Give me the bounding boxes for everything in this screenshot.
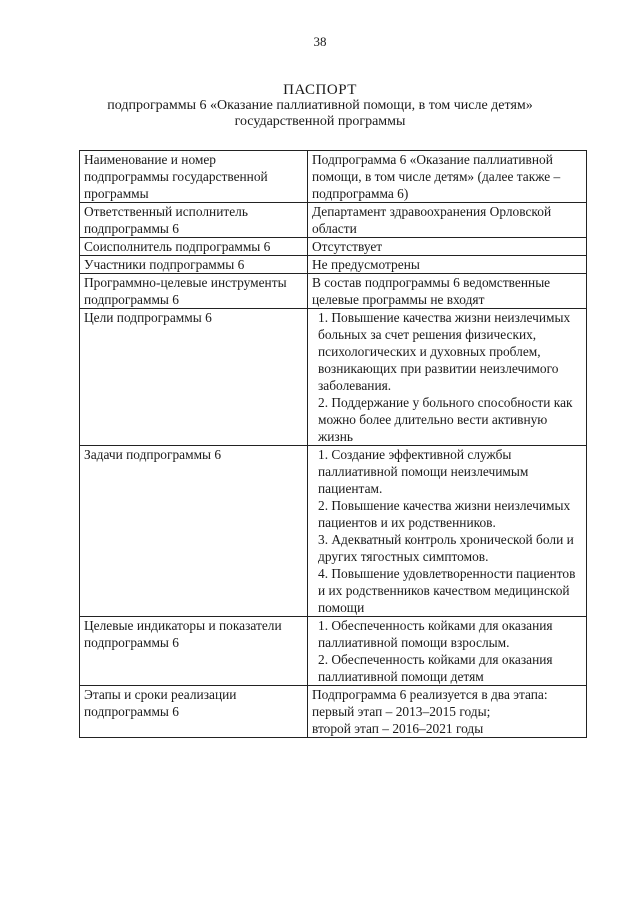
row-value-paragraph: 2. Повышение качества жизни неизлечимых пациентов и их родственников. <box>318 498 571 530</box>
row-label: Целевые индикаторы и показатели подпрограммы 6 <box>80 617 308 686</box>
row-value <box>308 256 587 274</box>
row-label: Задачи подпрограммы 6 <box>80 446 308 617</box>
row-label: Программно-целевые инструменты подпрограммы 6 <box>80 274 308 309</box>
table-row <box>80 446 587 617</box>
passport-table <box>79 150 587 738</box>
table-row <box>80 203 587 238</box>
row-value-paragraph: первый этап – 2013–2015 годы; <box>312 704 491 719</box>
row-label: Участники подпрограммы 6 <box>80 256 308 274</box>
row-value-paragraph: Подпрограмма 6 «Оказание паллиативной помощи, в том числе детям» (далее также – подпрограмма 6) <box>312 152 561 201</box>
row-value-paragraph: Отсутствует <box>312 239 383 254</box>
table-row <box>80 309 587 446</box>
row-value-paragraph: Не предусмотрены <box>312 257 420 272</box>
row-value-paragraph: 1. Повышение качества жизни неизлечимых больных за счет решения физических, психологических и духовных проблем, возникающих при развитии неизлечимого заболевания. <box>318 310 571 393</box>
row-value-paragraph: Подпрограмма 6 реализуется в два этапа: <box>312 687 548 702</box>
row-label: Этапы и сроки реализации подпрограммы 6 <box>80 686 308 738</box>
row-value-paragraph: 1. Создание эффективной службы паллиативной помощи неизлечимым пациентам. <box>318 447 529 496</box>
title-line-3: государственной программы <box>234 114 406 129</box>
table-row <box>80 256 587 274</box>
row-value-paragraph: 3. Адекватный контроль хронической боли и других тягостных симптомов. <box>318 532 574 564</box>
table-row <box>80 274 587 309</box>
row-label: Наименование и номер подпрограммы государственной программы <box>80 151 308 203</box>
row-label: Соисполнитель подпрограммы 6 <box>80 238 308 256</box>
row-value <box>308 274 587 309</box>
row-value-paragraph: 2. Обеспеченность койками для оказания паллиативной помощи детям <box>318 652 553 684</box>
row-value-paragraph: 4. Повышение удовлетворенности пациентов и их родственников качеством медицинской помощи <box>318 566 576 615</box>
page-number: 38 <box>313 34 327 49</box>
row-value-paragraph: В состав подпрограммы 6 ведомственные целевые программы не входят <box>312 275 551 307</box>
row-value-paragraph: второй этап – 2016–2021 годы <box>312 721 484 736</box>
row-value-paragraph: 1. Обеспеченность койками для оказания паллиативной помощи взрослым. <box>318 618 553 650</box>
row-value <box>308 446 587 617</box>
row-value <box>308 617 587 686</box>
table-row <box>80 151 587 203</box>
row-value <box>308 309 587 446</box>
title-line-1: ПАСПОРТ <box>283 82 357 98</box>
row-label: Цели подпрограммы 6 <box>80 309 308 446</box>
row-value <box>308 203 587 238</box>
table-row <box>80 686 587 738</box>
row-value <box>308 686 587 738</box>
row-label: Ответственный исполнитель подпрограммы 6 <box>80 203 308 238</box>
title-line-2: подпрограммы 6 «Оказание паллиативной помощи, в том числе детям» <box>107 98 533 113</box>
document-title <box>0 82 640 130</box>
row-value-paragraph: 2. Поддержание у больного способности как можно более длительно вести активную жизнь <box>318 395 573 444</box>
row-value-paragraph: Департамент здравоохранения Орловской области <box>312 204 552 236</box>
row-value <box>308 151 587 203</box>
row-value <box>308 238 587 256</box>
table-row <box>80 617 587 686</box>
table-row <box>80 238 587 256</box>
